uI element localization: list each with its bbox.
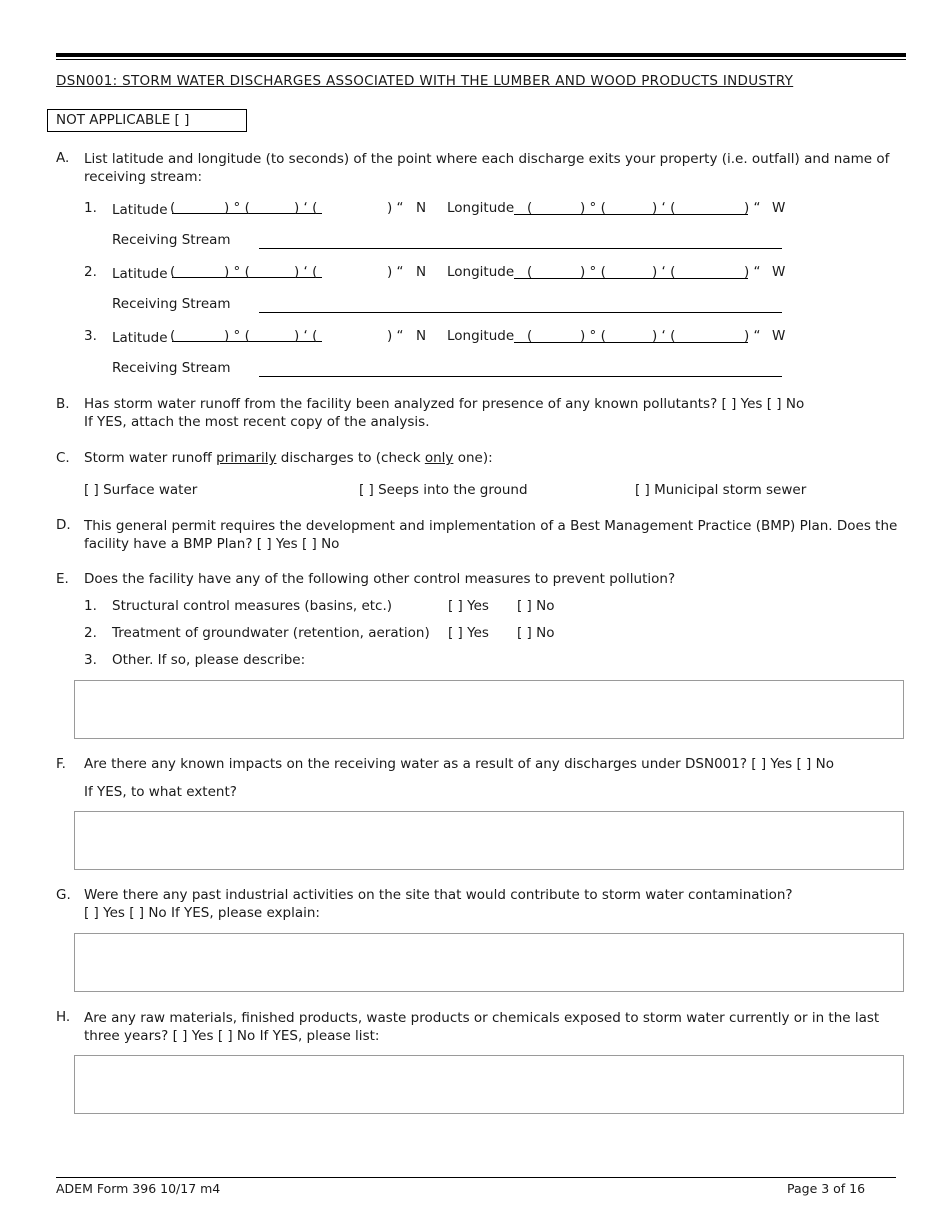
- lon-min: ) ‘ (: [652, 328, 676, 344]
- e-item-2-no[interactable]: [ ] No: [517, 625, 555, 641]
- longitude-label: Longitude: [447, 200, 515, 216]
- longitude-label: Longitude: [447, 328, 515, 344]
- e-item-1-no[interactable]: [ ] No: [517, 598, 555, 614]
- lat-min: ) ‘ (: [294, 264, 318, 280]
- a-row-1-number: 1.: [84, 200, 97, 216]
- e-item-2-number: 2.: [84, 625, 97, 641]
- lon-sec: ) “: [744, 200, 761, 216]
- page-number: Page 3 of 16: [787, 1181, 866, 1196]
- west-label: W: [772, 264, 786, 280]
- lon-deg: ) ° (: [580, 264, 606, 280]
- c-text-primarily: primarily: [216, 450, 277, 466]
- section-g-letter: G.: [56, 887, 71, 903]
- section-b-note: If YES, attach the most recent copy of the analysis.: [84, 414, 430, 430]
- section-h-letter: H.: [56, 1009, 71, 1025]
- section-a-question: List latitude and longitude (to seconds) of the point where each discharge exits your property (i.e. outfall) and name of receiving stream:: [84, 151, 890, 185]
- lat-sec: ) “: [387, 328, 404, 344]
- section-d-letter: D.: [56, 517, 71, 533]
- not-applicable-checkbox[interactable]: NOT APPLICABLE [ ]: [47, 109, 247, 132]
- lat-paren: (: [170, 264, 176, 280]
- receiving-stream-field[interactable]: [259, 248, 782, 249]
- lon-sec: ) “: [744, 328, 761, 344]
- footer-rule: [56, 1177, 896, 1178]
- receiving-stream-field[interactable]: [259, 312, 782, 313]
- other-measures-textbox[interactable]: [74, 680, 904, 739]
- section-d-question[interactable]: This general permit requires the development and implementation of a Best Management Practice (BMP) Plan. Does the facility have a BMP Plan? [ ] Yes [ ] No: [84, 518, 898, 552]
- lon-paren: (: [527, 200, 533, 216]
- header-rule-thick: [56, 53, 906, 57]
- page-title: DSN001: STORM WATER DISCHARGES ASSOCIATED WITH THE LUMBER AND WOOD PRODUCTS INDUSTRY: [56, 73, 794, 89]
- section-a-letter: A.: [56, 150, 70, 166]
- receiving-stream-field[interactable]: [259, 376, 782, 377]
- lon-paren: (: [527, 328, 533, 344]
- option-municipal-storm-sewer[interactable]: [ ] Municipal storm sewer: [635, 482, 807, 498]
- e-item-2-yes[interactable]: [ ] Yes: [448, 625, 489, 641]
- lat-paren: (: [170, 328, 176, 344]
- lat-deg: ) ° (: [224, 264, 250, 280]
- longitude-field[interactable]: [514, 328, 748, 343]
- section-b-letter: B.: [56, 396, 70, 412]
- west-label: W: [772, 200, 786, 216]
- section-c-letter: C.: [56, 450, 70, 466]
- c-text-post: one):: [453, 450, 493, 466]
- option-seeps-into-ground[interactable]: [ ] Seeps into the ground: [359, 482, 528, 498]
- west-label: W: [772, 328, 786, 344]
- form-id: ADEM Form 396 10/17 m4: [56, 1181, 221, 1196]
- e-item-1-label: Structural control measures (basins, etc.): [112, 598, 393, 614]
- e-item-3-number: 3.: [84, 652, 97, 668]
- lat-min: ) ‘ (: [294, 200, 318, 216]
- a-row-1-coordinates: [112, 200, 322, 218]
- lat-deg: ) ° (: [224, 200, 250, 216]
- a-row-3-coordinates: [112, 328, 322, 346]
- latitude-label: Latitude: [112, 202, 168, 218]
- a-row-2-coordinates: [112, 264, 322, 282]
- e-item-1-number: 1.: [84, 598, 97, 614]
- lat-sec: ) “: [387, 264, 404, 280]
- a-row-3-number: 3.: [84, 328, 97, 344]
- impacts-extent-textbox[interactable]: [74, 811, 904, 870]
- longitude-field[interactable]: [514, 200, 748, 215]
- latitude-label: Latitude: [112, 330, 168, 346]
- longitude-field[interactable]: [514, 264, 748, 279]
- lon-min: ) ‘ (: [652, 200, 676, 216]
- lat-sec: ) “: [387, 200, 404, 216]
- option-surface-water[interactable]: [ ] Surface water: [84, 482, 198, 498]
- lon-deg: ) ° (: [580, 200, 606, 216]
- lat-deg: ) ° (: [224, 328, 250, 344]
- lon-min: ) ‘ (: [652, 264, 676, 280]
- materials-list-textbox[interactable]: [74, 1055, 904, 1114]
- section-e-question: Does the facility have any of the following other control measures to prevent pollution?: [84, 571, 676, 587]
- e-item-1-yes[interactable]: [ ] Yes: [448, 598, 489, 614]
- latitude-label: Latitude: [112, 266, 168, 282]
- past-activities-textbox[interactable]: [74, 933, 904, 992]
- north-label: N: [416, 200, 427, 216]
- section-e-letter: E.: [56, 571, 69, 587]
- c-text-only: only: [424, 450, 454, 466]
- a-row-2-number: 2.: [84, 264, 97, 280]
- lat-paren: (: [170, 200, 176, 216]
- header-rule-thin: [56, 59, 906, 60]
- section-f-followup: If YES, to what extent?: [84, 784, 237, 800]
- lon-deg: ) ° (: [580, 328, 606, 344]
- lat-min: ) ‘ (: [294, 328, 318, 344]
- section-b-question[interactable]: Has storm water runoff from the facility been analyzed for presence of any known pollutants? [ ] Yes [ ] No: [84, 396, 805, 412]
- section-g-question: Were there any past industrial activities on the site that would contribute to storm water contamination?: [84, 887, 793, 903]
- c-text-mid: discharges to (check: [276, 450, 425, 466]
- section-h-question[interactable]: Are any raw materials, finished products, waste products or chemicals exposed to storm water currently or in the last three years? [ ] Yes [ ] No If YES, please list:: [84, 1010, 880, 1044]
- receiving-stream-label: Receiving Stream: [112, 232, 231, 248]
- section-c-question: [84, 450, 493, 466]
- north-label: N: [416, 264, 427, 280]
- section-f-letter: F.: [56, 756, 66, 772]
- lon-paren: (: [527, 264, 533, 280]
- receiving-stream-label: Receiving Stream: [112, 296, 231, 312]
- section-f-question[interactable]: Are there any known impacts on the receiving water as a result of any discharges under DSN001? [ ] Yes [ ] No: [84, 756, 834, 772]
- e-item-3-label: Other. If so, please describe:: [112, 652, 306, 668]
- c-text-pre: Storm water runoff: [84, 450, 217, 466]
- section-g-options[interactable]: [ ] Yes [ ] No If YES, please explain:: [84, 905, 320, 921]
- lon-sec: ) “: [744, 264, 761, 280]
- longitude-label: Longitude: [447, 264, 515, 280]
- north-label: N: [416, 328, 427, 344]
- receiving-stream-label: Receiving Stream: [112, 360, 231, 376]
- e-item-2-label: Treatment of groundwater (retention, aeration): [112, 625, 430, 641]
